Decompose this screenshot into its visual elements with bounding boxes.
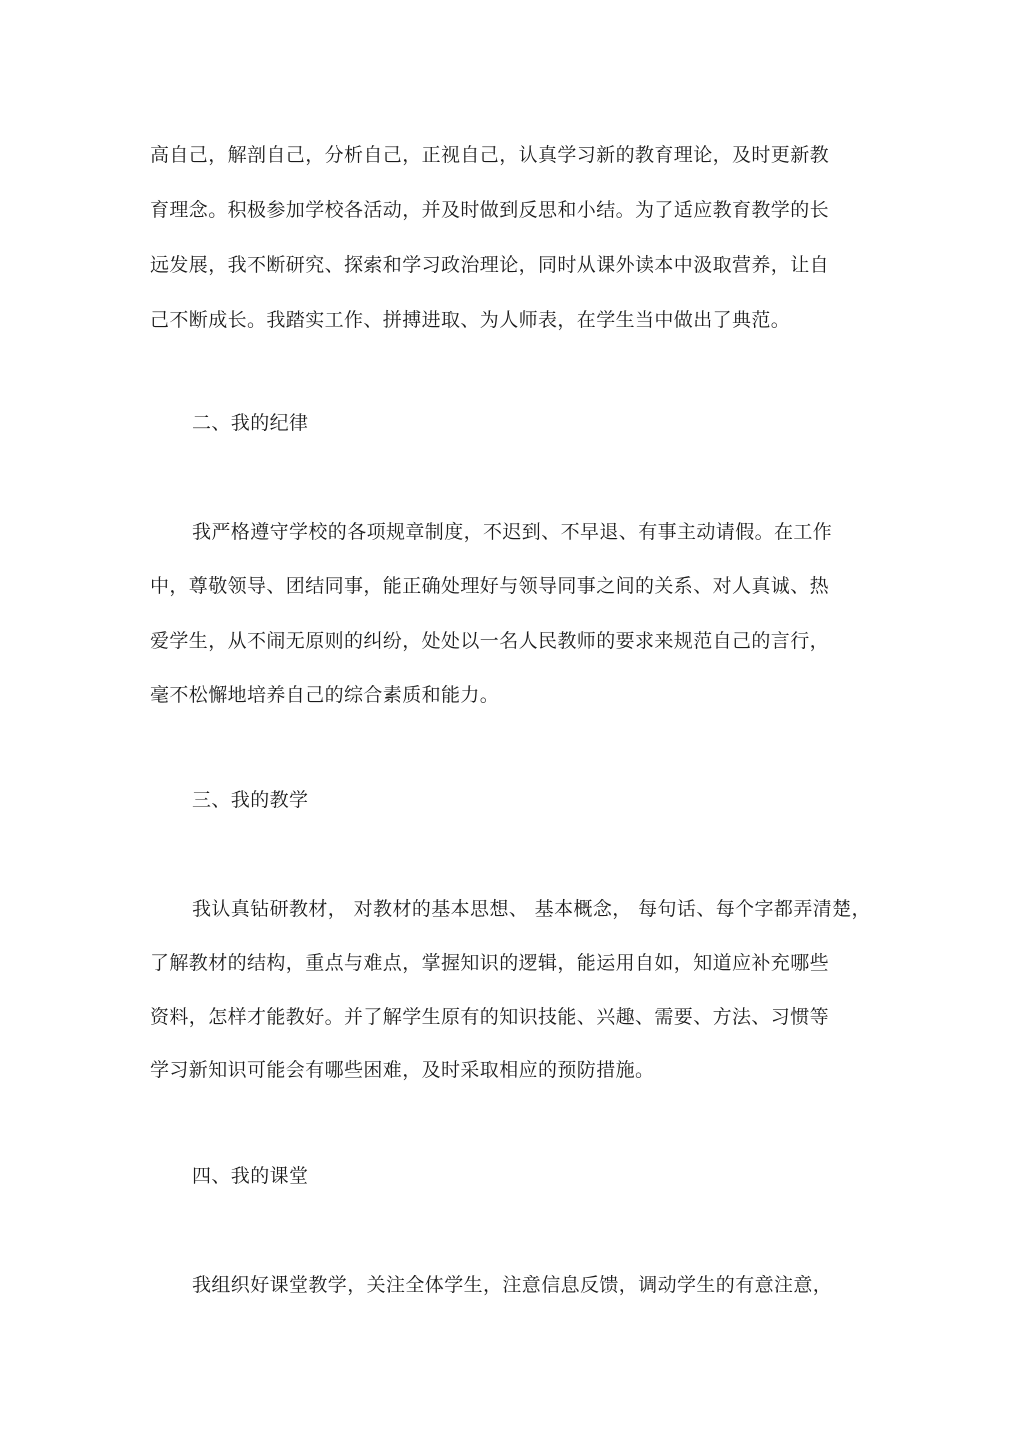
section-heading-classroom: 四、我的课堂 — [192, 1165, 309, 1187]
paragraph-line: 资料，怎样才能教好。并了解学生原有的知识技能、兴趣、需要、方法、习惯等 — [150, 1006, 830, 1028]
paragraph-line: 己不断成长。我踏实工作、拼搏进取、为人师表，在学生当中做出了典范。 — [150, 309, 791, 331]
paragraph-line: 了解教材的结构，重点与难点，掌握知识的逻辑，能运用自如，知道应补充哪些 — [150, 952, 830, 974]
paragraph-line: 高自己，解剖自己，分析自己，正视自己，认真学习新的教育理论，及时更新教 — [150, 144, 830, 166]
paragraph-line: 我组织好课堂教学，关注全体学生，注意信息反馈，调动学生的有意注意， — [192, 1274, 833, 1296]
paragraph-line: 远发展，我不断研究、探索和学习政治理论，同时从课外读本中汲取营养，让自 — [150, 254, 830, 276]
section-heading-teaching: 三、我的教学 — [192, 789, 309, 811]
paragraph-line: 爱学生，从不闹无原则的纠纷，处处以一名人民教师的要求来规范自己的言行， — [150, 630, 830, 652]
paragraph-line: 中，尊敬领导、团结同事，能正确处理好与领导同事之间的关系、对人真诚、热 — [150, 575, 830, 597]
paragraph-line: 学习新知识可能会有哪些困难，及时采取相应的预防措施。 — [150, 1059, 655, 1081]
paragraph-line: 育理念。积极参加学校各活动，并及时做到反思和小结。为了适应教育教学的长 — [150, 199, 830, 221]
paragraph-line: 我认真钻研教材， 对教材的基本思想、 基本概念， 每句话、每个字都弄清楚， — [192, 898, 871, 920]
paragraph-line: 我严格遵守学校的各项规章制度，不迟到、不早退、有事主动请假。在工作 — [192, 521, 833, 543]
paragraph-line: 毫不松懈地培养自己的综合素质和能力。 — [150, 684, 500, 706]
section-heading-discipline: 二、我的纪律 — [192, 412, 309, 434]
